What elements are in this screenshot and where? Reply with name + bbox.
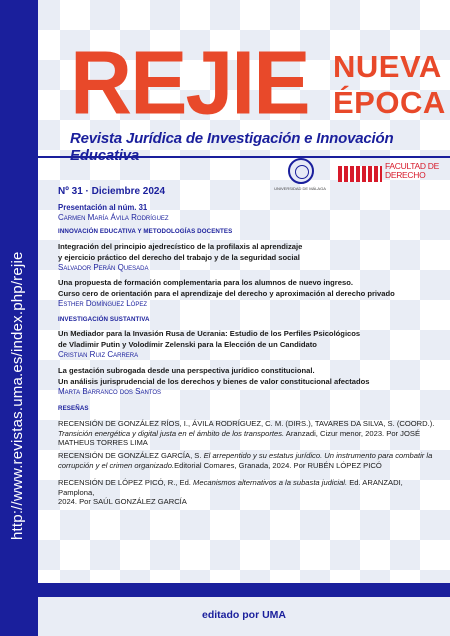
nueva-label: NUEVA <box>333 49 442 84</box>
presentation-author: Carmen María Ávila Rodríguez <box>58 213 169 222</box>
article-author: Salvador Perán Quesada <box>58 263 149 272</box>
masthead-divider <box>38 156 450 158</box>
article-title-line2: y ejercicio práctico del derecho del trabajo y de la seguridad social <box>58 252 300 262</box>
review-line2: 2024. Por SAÚL GONZÁLEZ GARCÍA <box>58 497 187 507</box>
review-publisher: Ed. ARANZADI, Pamplona, <box>58 478 403 497</box>
faculty-label <box>385 162 445 180</box>
article-title-line2: de Vladimir Putin y Volodímir Zelenski para la Elección de un Candidato <box>58 339 317 349</box>
review-line2 <box>58 461 438 471</box>
review-line1 <box>58 478 438 497</box>
review-book-title: Transición energética y digital justa en el ámbito de los transportes. <box>58 428 285 438</box>
article-title-line1: Una propuesta de formación complementaria para los alumnos de nuevo ingreso. <box>58 278 353 287</box>
review-item[interactable] <box>58 478 438 507</box>
review-line2 <box>58 429 438 439</box>
faculty-line2: DERECHO <box>385 170 426 180</box>
journal-subtitle: Revista Jurídica de Investigación e Innovación <box>70 130 394 147</box>
article-title-line1: Integración del principio ajedrecístico de la profilaxis al aprendizaje <box>58 242 303 251</box>
section-heading: INNOVACIÓN EDUCATIVA Y METODOLOGÍAS DOCENTES <box>58 228 233 235</box>
article-author: Cristian Ruiz Carrera <box>58 350 139 359</box>
footer <box>38 597 450 636</box>
issue-number: Nº 31 · Diciembre 2024 <box>58 186 166 197</box>
review-item[interactable] <box>58 451 438 470</box>
section-reviews <box>58 405 438 413</box>
article-title-line2: Un análisis jurisprudencial de los derechos y bienes de valor constitucional afectados <box>58 376 370 386</box>
faculty-logo-icon <box>338 166 382 182</box>
review-publisher: Aranzadi, Cizur menor, 2023. Por JOSÉ <box>284 428 421 438</box>
article-author: Esther Domínguez López <box>58 299 148 308</box>
epoca-label: ÉPOCA <box>333 85 446 120</box>
review-book-title-cont: corrupción y el crimen organizado. <box>58 460 175 470</box>
presentation-block <box>58 203 438 223</box>
rejie-logo: REJIE <box>70 32 309 134</box>
article-item[interactable] <box>58 329 438 360</box>
journal-url[interactable]: http://www.revistas.uma.es/index.php/rejie <box>9 251 26 540</box>
review-item[interactable] <box>58 419 438 448</box>
review-book-title: El arrepentido y su estatus jurídico. Un instrumento para combatir la <box>203 451 433 460</box>
article-title-line1: La gestación subrogada desde una perspectiva jurídico constitucional. <box>58 366 315 375</box>
review-line3: MATHEUS TORRES LIMA <box>58 438 148 448</box>
section-heading: RESEÑAS <box>58 405 89 412</box>
section-innovation <box>58 228 438 236</box>
review-prefix: RECENSIÓN DE LÓPEZ PICÓ, R., Ed. <box>58 478 194 487</box>
presentation-label[interactable]: Presentación al núm. 31 <box>58 203 148 212</box>
bottom-band <box>0 583 450 597</box>
masthead <box>38 0 450 160</box>
faculty-line1: FACULTAD DE <box>385 161 440 171</box>
section-substantive <box>58 316 438 324</box>
article-title-line2: Curso cero de orientación para el aprendizaje del derecho y aproximación al derecho privado <box>58 288 395 298</box>
article-item[interactable] <box>58 366 438 397</box>
article-item[interactable] <box>58 242 438 273</box>
uma-seal-icon <box>288 158 314 184</box>
editor-credit: editado por UMA <box>202 609 286 621</box>
uma-caption: UNIVERSIDAD DE MÁLAGA <box>274 186 326 191</box>
section-heading: INVESTIGACIÓN SUSTANTIVA <box>58 316 150 323</box>
review-prefix: RECENSIÓN DE GONZÁLEZ GARCÍA, S. <box>58 451 204 460</box>
review-line1: RECENSIÓN DE GONZÁLEZ RÍOS, I., ÁVILA RODRÍGUEZ, C. M. (DIRS.), TAVARES DA SILVA, S. (COORD.). <box>58 419 435 428</box>
left-sidebar <box>0 0 38 636</box>
article-author: Marta Barranco dos Santos <box>58 387 162 396</box>
review-book-title: Mecanismos alternativos a la subasta judicial. <box>193 478 348 487</box>
article-item[interactable] <box>58 278 438 309</box>
review-line1 <box>58 451 438 461</box>
article-title-line1: Un Mediador para la Invasión Rusa de Ucrania: Estudio de los Perfiles Psicológicos <box>58 329 361 338</box>
review-publisher: Editorial Comares, Granada, 2024. Por RUBÉN LÓPEZ PICÓ <box>174 460 382 470</box>
